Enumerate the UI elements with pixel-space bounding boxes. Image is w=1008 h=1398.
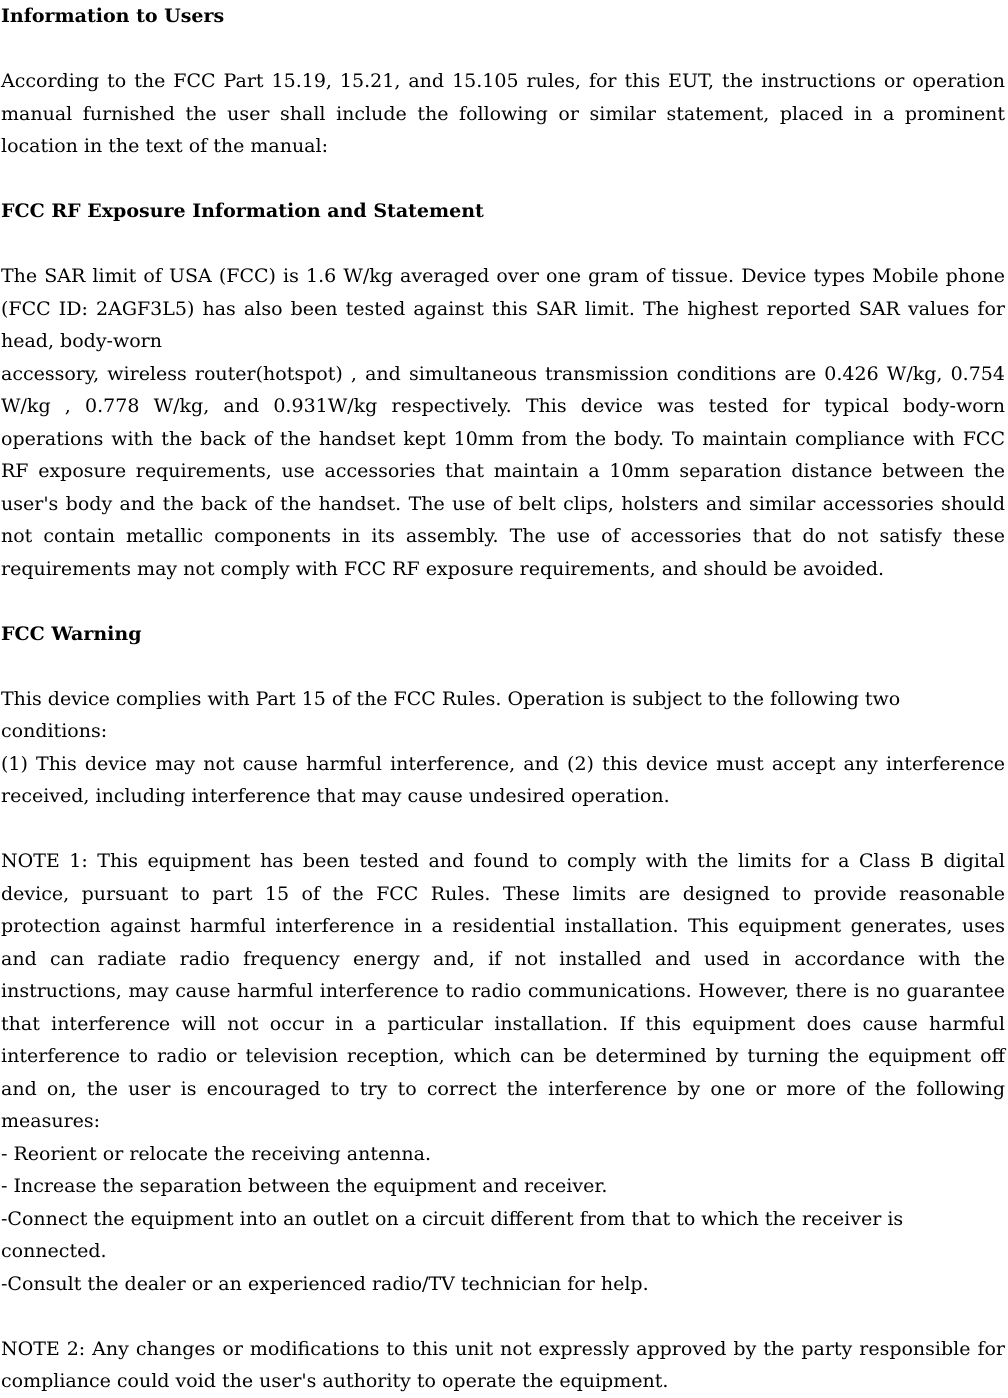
fcc-warning-heading: FCC Warning [1,622,142,645]
fcc-warning-conditions: (1) This device may not cause harmful interference, and (2) this device must accept any interference received, including interference that may cause undesired operation. [1,752,1005,807]
spacer [1,1300,1005,1333]
spacer [1,585,1005,618]
note-2: NOTE 2: Any changes or modifications to this unit not expressly approved by the party responsible for compliance could void the user's authority to operate the equipment. [1,1337,1005,1392]
measure-item: -Consult the dealer or an experienced radio/TV technician for help. [1,1272,649,1295]
spacer [1,163,1005,196]
spacer [1,650,1005,683]
rf-exposure-body-2: accessory, wireless router(hotspot) , and simultaneous transmission conditions are 0.426 W/kg, 0.754 W/kg , 0.778 W/kg, and 0.931W/kg respectively. This device was tested for typical body-worn operations with the back of the handset kept 10mm from the body. To maintain compliance with FCC RF exposure requirements, use accessories that maintain a 10mm separation distance between the user's body and the back of the handset. The use of belt clips, holsters and similar accessories should not contain metallic components in its assembly. The use of accessories that do not satisfy these requirements may not comply with FCC RF exposure requirements, and should be avoided. [1,362,1005,580]
rf-exposure-body-1: The SAR limit of USA (FCC) is 1.6 W/kg averaged over one gram of tissue. Device types Mobile phone (FCC ID: 2AGF3L5) has also been tested against this SAR limit. The highest reported SAR values for head, body-worn [1,265,1005,352]
fcc-warning-line: This device complies with Part 15 of the FCC Rules. Operation is subject to the following two conditions: [1,687,901,742]
info-body: According to the FCC Part 15.19, 15.21, and 15.105 rules, for this EUT, the instructions or operation manual furnished the user shall include the following or similar statement, placed in a prominent location in the text of the manual: [1,70,1005,157]
info-heading: Information to Users [1,5,225,27]
measure-item: -Connect the equipment into an outlet on a circuit different from that to which the receiver is connected. [1,1207,904,1262]
spacer [1,33,1005,66]
rf-exposure-heading: FCC RF Exposure Information and Statement [1,200,484,222]
spacer [1,228,1005,261]
measure-item: - Increase the separation between the equipment and receiver. [1,1175,608,1197]
note-1: NOTE 1: This equipment has been tested and found to comply with the limits for a Class B digital device, pursuant to part 15 of the FCC Rules. These limits are designed to provide reasonable protection against harmful interference in a residential installation. This equipment generates, uses and can radiate radio frequency energy and, if not installed and used in accordance with the instructions, may cause harmful interference to radio communications. However, there is no guarantee that interference will not occur in a particular installation. If this equipment does cause harmful interference to radio or television reception, which can be determined by turning the equipment off and on, the user is encouraged to try to correct the interference by one or more of the following measures: [1,850,1005,1132]
measure-item: - Reorient or relocate the receiving antenna. [1,1142,432,1165]
spacer [1,813,1005,846]
